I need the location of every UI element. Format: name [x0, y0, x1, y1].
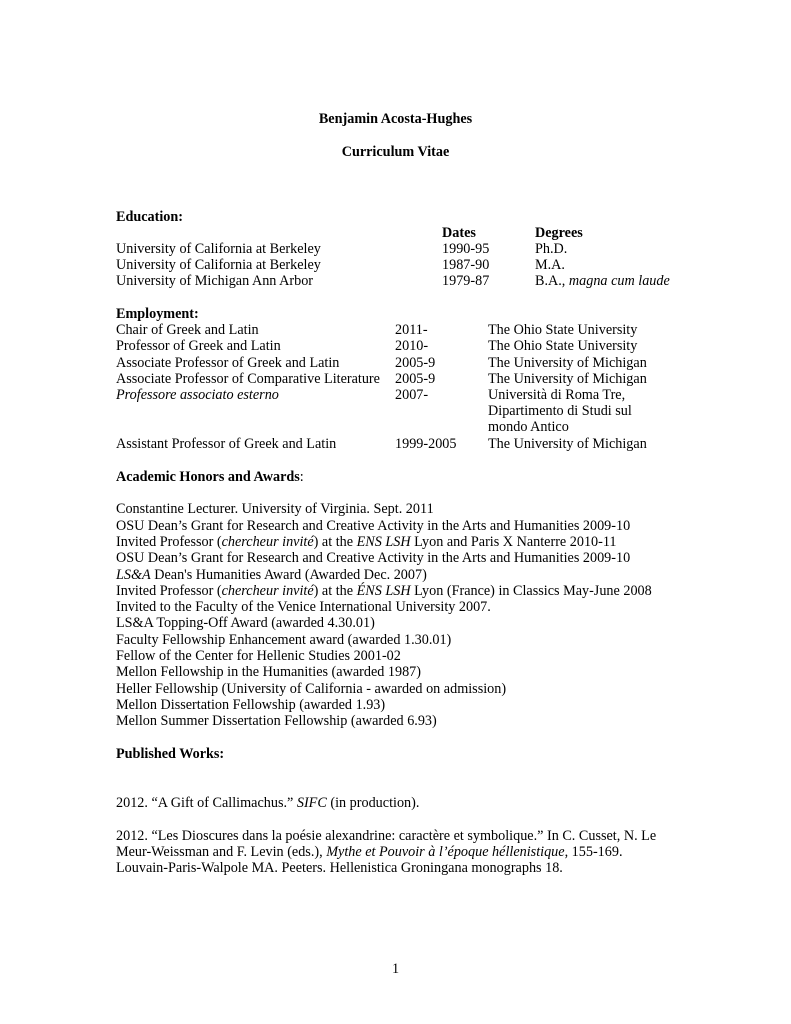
honor-item [116, 567, 427, 583]
honor-item: Mellon Fellowship in the Humanities (awarded 1987) [116, 664, 421, 680]
publication-text: Meur-Weissman and F. Levin (eds.), [116, 844, 327, 860]
employment-heading: Employment: [116, 306, 199, 322]
employment-title: Professore associato esterno [116, 387, 279, 403]
education-dates: 1990-95 [442, 241, 490, 257]
education-dates-header: Dates [442, 225, 476, 241]
honor-item [116, 534, 617, 550]
honor-text: ) at the [313, 534, 357, 550]
employment-dates: 2007- [395, 387, 429, 403]
employment-title: Associate Professor of Comparative Literature [116, 371, 380, 387]
honor-item: Fellow of the Center for Hellenic Studies 2001-02 [116, 648, 401, 664]
employment-title: Professor of Greek and Latin [116, 338, 281, 354]
employment-title: Associate Professor of Greek and Latin [116, 355, 340, 371]
honor-text: Invited Professor ( [116, 534, 222, 550]
published-heading: Published Works: [116, 746, 225, 762]
honor-item: OSU Dean’s Grant for Research and Creative Activity in the Arts and Humanities 2009-10 [116, 550, 631, 566]
education-dates: 1987-90 [442, 257, 490, 273]
employment-place: The Ohio State University [488, 322, 638, 338]
publication-journal: SIFC [296, 795, 327, 811]
employment-place: The Ohio State University [488, 338, 638, 354]
honor-text: Invited Professor ( [116, 583, 222, 599]
honor-item: Invited to the Faculty of the Venice International University 2007. [116, 599, 491, 615]
education-heading: Education: [116, 209, 184, 225]
employment-place: The University of Michigan [488, 371, 647, 387]
employment-place-line-3: mondo Antico [488, 419, 569, 435]
honors-heading [116, 469, 304, 485]
honor-item: Constantine Lecturer. University of Virginia. Sept. 2011 [116, 501, 434, 517]
honor-item: OSU Dean’s Grant for Research and Creative Activity in the Arts and Humanities 2009-10 [116, 518, 631, 534]
employment-place-line-2: Dipartimento di Studi sul [488, 403, 632, 419]
employment-place: Università di Roma Tre, [488, 387, 626, 403]
cv-title: Curriculum Vitae [341, 144, 450, 160]
employment-dates: 2005-9 [395, 371, 436, 387]
degree-honor: magna cum laude [568, 273, 670, 289]
employment-dates: 1999-2005 [395, 436, 457, 452]
employment-place: The University of Michigan [488, 355, 647, 371]
honor-text-italic: LS&A [116, 567, 151, 583]
honor-item: LS&A Topping-Off Award (awarded 4.30.01) [116, 615, 375, 631]
employment-dates: 2010- [395, 338, 429, 354]
honor-text-italic: ENS LSH [356, 534, 411, 550]
education-dates: 1979-87 [442, 273, 490, 289]
education-institution: University of Michigan Ann Arbor [116, 273, 314, 289]
publication-text: 2012. “A Gift of Callimachus.” [116, 795, 297, 811]
honors-heading-text: Academic Honors and Awards [116, 469, 300, 485]
education-degrees-header: Degrees [535, 225, 583, 241]
honor-item: Heller Fellowship (University of California - awarded on admission) [116, 681, 507, 697]
honor-text: ) at the [313, 583, 357, 599]
honors-heading-colon: : [299, 469, 304, 485]
publication-text: , 155-169. [564, 844, 623, 860]
education-degree: Ph.D. [535, 241, 568, 257]
publication-line: 2012. “Les Dioscures dans la poésie alexandrine: caractère et symbolique.” In C. Cusset, N. Le [116, 828, 657, 844]
page-number: 1 [391, 961, 400, 977]
honor-text: Lyon (France) in Classics May-June 2008 [410, 583, 652, 599]
cv-name: Benjamin Acosta-Hughes [318, 111, 473, 127]
honor-item [116, 583, 652, 599]
employment-title: Chair of Greek and Latin [116, 322, 259, 338]
publication-line [116, 844, 623, 860]
employment-title: Assistant Professor of Greek and Latin [116, 436, 337, 452]
publication-text: (in production). [326, 795, 420, 811]
education-institution: University of California at Berkeley [116, 241, 321, 257]
honor-text: Dean's Humanities Award (Awarded Dec. 2007) [150, 567, 427, 583]
honor-text-italic: ÉNS LSH [356, 583, 411, 599]
honor-item: Faculty Fellowship Enhancement award (awarded 1.30.01) [116, 632, 452, 648]
honor-text-italic: chercheur invité [221, 534, 314, 550]
publication-entry [116, 795, 419, 811]
degree-text: B.A., [535, 273, 569, 289]
education-degree: M.A. [535, 257, 565, 273]
education-degree [535, 273, 670, 289]
honor-text-italic: chercheur invité [221, 583, 314, 599]
honor-item: Mellon Dissertation Fellowship (awarded 1.93) [116, 697, 386, 713]
employment-place: The University of Michigan [488, 436, 647, 452]
honor-text: Lyon and Paris X Nanterre 2010-11 [410, 534, 617, 550]
employment-dates: 2005-9 [395, 355, 436, 371]
honor-item: Mellon Summer Dissertation Fellowship (awarded 6.93) [116, 713, 437, 729]
education-institution: University of California at Berkeley [116, 257, 321, 273]
employment-dates: 2011- [395, 322, 428, 338]
publication-line: Louvain-Paris-Walpole MA. Peeters. Hellenistica Groningana monographs 18. [116, 860, 563, 876]
publication-book-title: Mythe et Pouvoir à l’époque héllenistique [326, 844, 565, 860]
